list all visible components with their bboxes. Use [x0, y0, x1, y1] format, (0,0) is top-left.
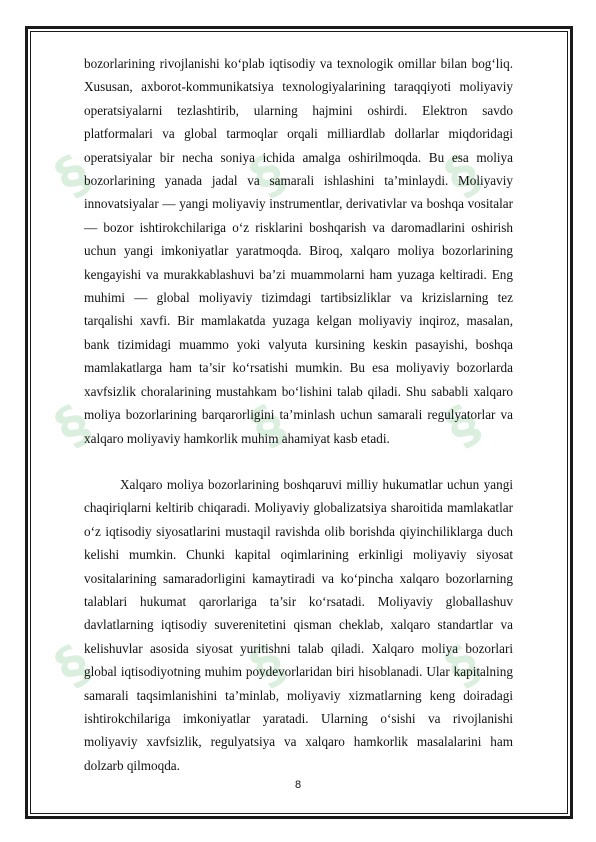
page-number: 8 [294, 779, 302, 791]
body-text [84, 52, 513, 777]
watermark-logo-icon: § [435, 633, 491, 699]
watermark-logo-icon: § [240, 143, 296, 209]
watermark-logo-icon: § [45, 143, 101, 209]
watermark-logo-icon: § [45, 393, 101, 459]
watermark-logo-icon: § [435, 393, 491, 459]
watermark-logo-icon: § [240, 393, 296, 459]
paragraph: Xalqaro moliya bozorlarining boshqaruvi milliy hukumatlar uchun yangi chaqiriqlarni keltirib chiqaradi. Moliyaviy globalizatsiya sharoitida mamlakatlar o‘z iqtisodiy siyosatlarini mustaqil ravishda olib borishda qiyinchiliklarga duch kelishi mumkin. Chunki kapital oqimlarining erkinligi moliyaviy siyosat vositalarining samaradorligini kamaytiradi va ko‘pincha xalqaro bozorlarning talablari hukumat qarorlariga ta’sir ko‘rsatadi. Moliyaviy globallashuv davlatlarning iqtisodiy suverenitetini qisman cheklab, xalqaro standartlar va kelishuvlar asosida siyosat yuritishni talab qiladi. Xalqaro moliya bozorlari global iqtisodiyotning muhim poydevorlaridan biri hisoblanadi. Ular kapitalning samarali taqsimlanishini ta’minlab, moliyaviy xizmatlarning keng doiradagi ishtirokchilariga imkoniyatlar yaratadi. Ularning o‘sishi va rivojlanishi moliyaviy xavfsizlik, regulyatsiya va xalqaro hamkorlik masalalarini ham dolzarb qilmoqda. [84, 476, 513, 773]
paragraph: bozorlarining rivojlanishi ko‘plab iqtisodiy va texnologik omillar bilan bog‘liq. Xususan, axborot-kommunikatsiya texnologiyalarining taraqqiyoti moliyaviy operatsiyalarni tezlashtirib, ularning hajmini oshirdi. Elektron savdo platformalari va global tarmoqlar orqali milliardlab dollarlar miqdoridagi operatsiyalar bir necha soniya ichida amalga oshirilmoqda. Bu esa moliya bozorlarining yanada jadal va samarali ishlashini ta’minlaydi. Moliyaviy innovatsiyalar — yangi moliyaviy instrumentlar, derivativlar va boshqa vositalar — bozor ishtirokchilariga o‘z risklarini boshqarish va daromadlarini oshirish uchun yangi imkoniyatlar yaratmoqda. Biroq, xalqaro moliya bozorlarining kengayishi va murakkablashuvi ba’zi muammolarni ham yuzaga keltiradi. Eng muhimi — global moliyaviy tizimdagi tartibsizliklar va krizislarning tez tarqalishi xavfi. Bir mamlakatda yuzaga kelgan moliyaviy inqiroz, masalan, bank tizimidagi muammo yoki valyuta kursining keskin pasayishi, boshqa mamlakatlarga ham ta’sir ko‘rsatishi mumkin. Bu esa moliyaviy bozorlarda xavfsizlik choralarining mustahkam bo‘lishini talab qiladi. Shu sababli xalqaro moliya bozorlarining barqarorligini ta’minlash uchun samarali regulyatorlar va xalqaro moliyaviy hamkorlik muhim ahamiyat kasb etadi. [84, 56, 513, 446]
watermark-logo-icon: § [435, 143, 491, 209]
watermark-logo-icon: § [45, 633, 101, 699]
watermark-logo-icon: § [240, 633, 296, 699]
